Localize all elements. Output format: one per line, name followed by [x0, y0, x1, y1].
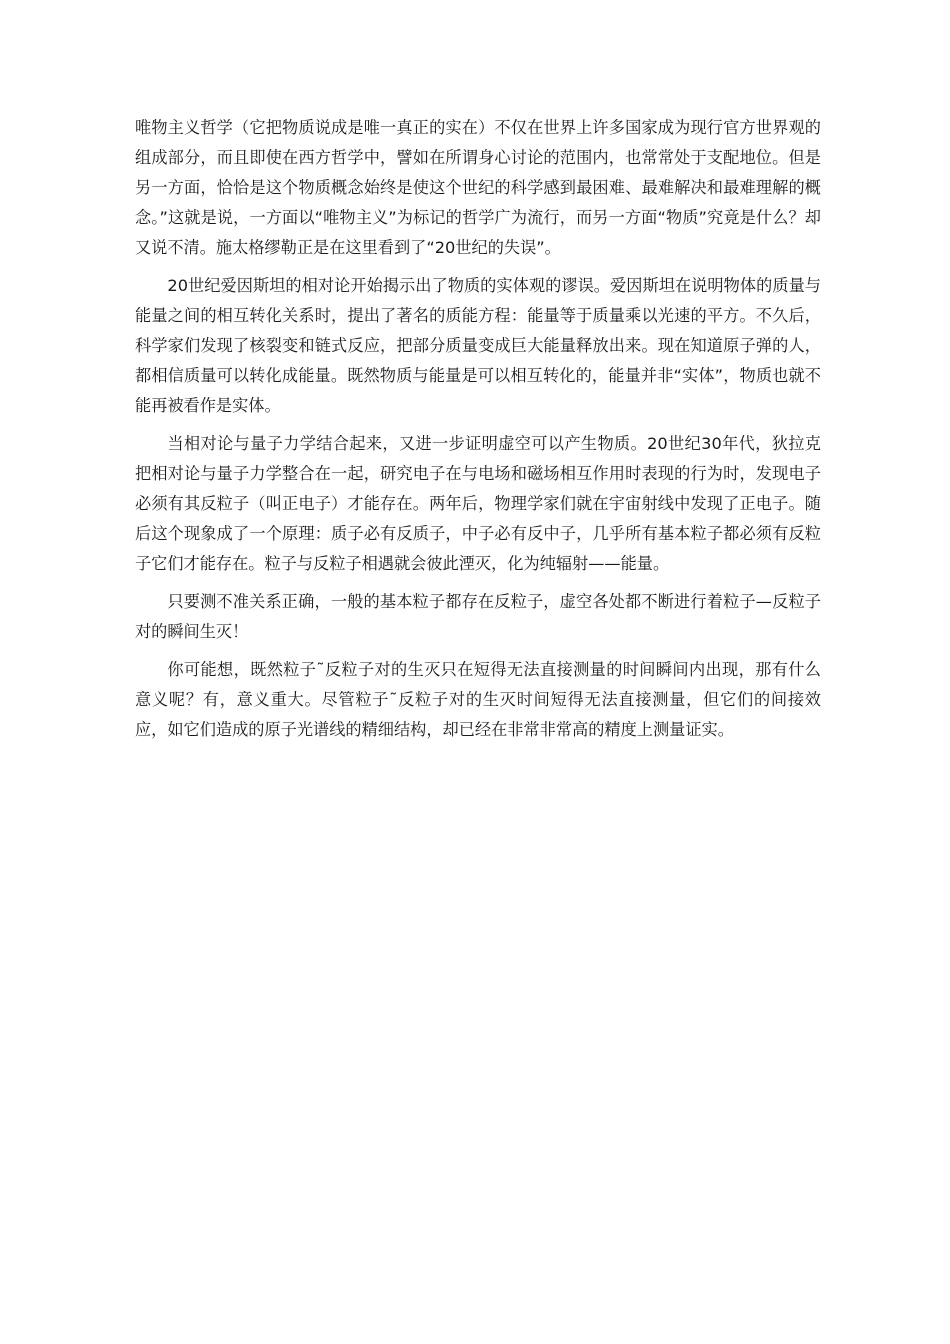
paragraph-quantum: 当相对论与量子力学结合起来，又进一步证明虚空可以产生物质。20世纪30年代，狄拉克把相对论与量子力学整合在一起，研究电子在与电场和磁场相互作用时表现的行为时，发现电子必须有其反粒子（叫正电子）才能存在。两年后，物理学家们就在宇宙射线中发现了正电子。随后这个现象成了一个原理：质子必有反质子，中子必有反中子，几乎所有基本粒子都必须有反粒子它们才能存在。粒子与反粒子相遇就会彼此湮灭，化为纯辐射——能量。: [135, 434, 821, 573]
paragraph-uncertainty: 只要测不准关系正确，一般的基本粒子都存在反粒子，虚空各处都不断进行着粒子—反粒子对的瞬间生灭！: [135, 592, 821, 641]
document-body: [135, 113, 821, 753]
paragraph-significance: 你可能想，既然粒子˜反粒子对的生灭只在短得无法直接测量的时间瞬间内出现，那有什么意义呢？有，意义重大。尽管粒子˜反粒子对的生灭时间短得无法直接测量，但它们的间接效应，如它们造成的原子光谱线的精细结构，却已经在非常非常高的精度上测量证实。: [135, 660, 821, 739]
paragraph-continuation: 唯物主义哲学（它把物质说成是唯一真正的实在）不仅在世界上许多国家成为现行官方世界观的组成部分，而且即使在西方哲学中，譬如在所谓身心讨论的范围内，也常常处于支配地位。但是另一方面，恰恰是这个物质概念始终是使这个世纪的科学感到最困难、最难解决和最难理解的概念。”这就是说，一方面以“唯物主义”为标记的哲学广为流行，而另一方面“物质”究竟是什么？却又说不清。施太格缪勒正是在这里看到了“20世纪的失误”。: [135, 118, 821, 257]
paragraph-relativity: 20世纪爱因斯坦的相对论开始揭示出了物质的实体观的谬误。爱因斯坦在说明物体的质量与能量之间的相互转化关系时，提出了著名的质能方程：能量等于质量乘以光速的平方。不久后，科学家们发现了核裂变和链式反应，把部分质量变成巨大能量释放出来。现在知道原子弹的人，都相信质量可以转化成能量。既然物质与能量是可以相互转化的，能量并非“实体”，物质也就不能再被看作是实体。: [135, 276, 821, 415]
